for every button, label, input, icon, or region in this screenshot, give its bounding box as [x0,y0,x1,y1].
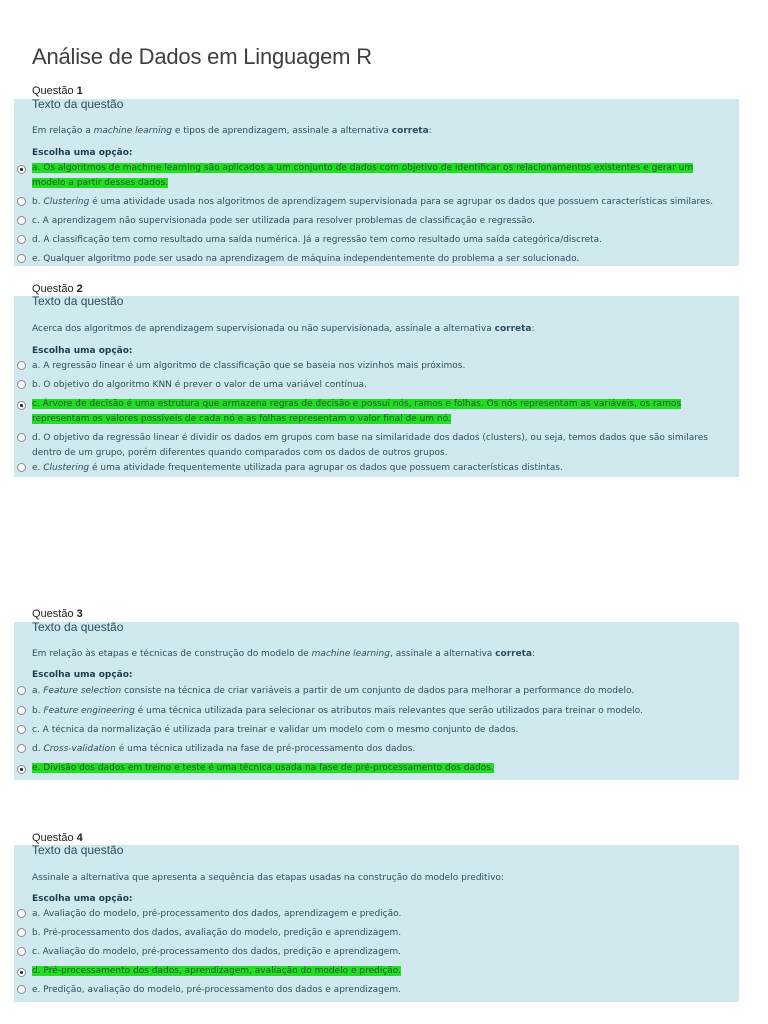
text-segment: b. [32,197,44,207]
text-segment: d. A classificação tem como resultado uma saída numérica. Já a regressão tem como resultado uma saída categórica/discreta. [32,235,603,245]
question-prompt [32,323,535,335]
question-word: Questão [32,85,77,97]
text-segment: e. Divisão dos dados em treino e teste é uma técnica usada na fase de pré-processamento dos dados. [32,763,494,773]
answer-option-text [32,684,729,699]
text-segment: d. Pré-processamento dos dados, aprendizagem, avaliação do modelo e predição. [32,966,401,976]
text-segment: b. Pré-processamento dos dados, avaliação do modelo, predição e aprendizagem. [32,928,402,938]
question-text-heading: Texto da questão [32,620,124,634]
text-segment: consiste na técnica de criar variáveis a partir de um conjunto de dados para melhorar a performance do modelo. [121,686,635,696]
question-text-heading: Texto da questão [32,97,124,111]
text-segment: e tipos de aprendizagem, assinale a alternativa [172,126,392,136]
italic-term: machine learning [93,126,172,136]
italic-term: Feature engineering [43,706,135,716]
choose-one-label: Escolha uma opção: [32,148,133,158]
radio-button[interactable] [17,985,26,994]
bold-term: correta [494,324,532,334]
answer-option-text [32,161,729,191]
text-segment: é uma atividade frequentemente utilizada para agrupar os dados que possuem características distintas. [89,463,563,473]
radio-button[interactable] [17,744,26,753]
question-number: 1 [76,85,83,97]
radio-button[interactable] [17,909,26,918]
question-panel [14,845,739,1002]
radio-button[interactable] [17,254,26,263]
answer-option-text [32,397,729,427]
question-number: 4 [76,832,83,844]
text-segment: c. A técnica da normalização é utilizada para treinar e validar um modelo com o mesmo conjunto de dados. [32,725,519,735]
radio-button[interactable] [17,725,26,734]
answer-option-text [32,252,729,267]
bold-term: correta [495,649,533,659]
selected-answer-highlight [32,163,693,188]
italic-term: Clustering [43,197,90,207]
italic-term: machine learning [311,649,390,659]
answer-option-text [32,761,729,776]
text-segment: , assinale a alternativa [389,649,496,659]
question-prompt [32,872,504,884]
answer-option-text [32,378,729,393]
bold-term: correta [391,126,429,136]
answer-option-text [32,945,729,960]
text-segment: Em relação às etapas e técnicas de construção do modelo de [32,649,312,659]
radio-button[interactable] [17,197,26,206]
radio-button[interactable] [17,765,26,774]
radio-button[interactable] [17,433,26,442]
text-segment: e. Qualquer algoritmo pode ser usado na aprendizagem de máquina independentemente do problema a ser solucionado. [32,254,580,264]
answer-option-text [32,704,729,719]
text-segment: b. [32,706,44,716]
text-segment: : [428,126,432,136]
radio-button[interactable] [17,706,26,715]
question-word: Questão [32,608,77,620]
text-segment: a. Avaliação do modelo, pré-processamento dos dados, aprendizagem e predição. [32,909,402,919]
question-text-heading: Texto da questão [32,843,124,857]
text-segment: e. Predição, avaliação do modelo, pré-processamento dos dados e aprendizagem. [32,985,401,995]
radio-button[interactable] [17,928,26,937]
radio-button[interactable] [17,463,26,472]
answer-option-text [32,926,729,941]
text-segment: é uma técnica utilizada para selecionar os atributos mais relevantes que serão utilizados para treinar o modelo. [134,706,643,716]
answer-option-text [32,359,729,374]
answer-option-text [32,723,729,738]
radio-button[interactable] [17,380,26,389]
text-segment: : [532,649,536,659]
radio-button[interactable] [17,947,26,956]
selected-answer-highlight [32,399,681,424]
radio-button[interactable] [17,401,26,410]
text-segment: : [531,324,535,334]
text-segment: d. O objetivo da regressão linear é dividir os dados em grupos com base na similaridade dos dados (clusters), ou seja, temos dados que são similares dentro de um grupo, porém diferentes quando comparados com os dados de outros grupos. [32,433,708,458]
selected-answer-highlight [32,763,494,773]
text-segment: Em relação a [32,126,94,136]
answer-option-text [32,983,729,998]
answer-option-text [32,431,729,461]
question-prompt [32,125,432,137]
text-segment: c. Avaliação do modelo, pré-processamento dos dados, predição e aprendizagem. [32,947,401,957]
radio-button[interactable] [17,968,26,977]
answer-option-text [32,964,729,979]
radio-button[interactable] [17,165,26,174]
italic-term: Cross-validation [43,744,116,754]
text-segment: Assinale a alternativa que apresenta a sequência das etapas usadas na construção do modelo preditivo: [32,873,504,883]
text-segment: a. [32,686,44,696]
answer-option-text [32,907,729,922]
page-title: Análise de Dados em Linguagem R [32,44,372,69]
question-number: 3 [76,608,83,620]
question-number: 2 [76,283,83,295]
question-word: Questão [32,283,77,295]
radio-button[interactable] [17,361,26,370]
choose-one-label: Escolha uma opção: [32,894,133,904]
text-segment: c. Árvore de decisão é uma estrutura que armazena regras de decisão e possui nós, ramos e folhas. Os nós representam as variáveis, os ramos representam os valores possíveis de cada nó e as folhas representam o valor final de um nó. [32,399,682,424]
radio-button[interactable] [17,216,26,225]
question-prompt [32,648,535,660]
text-segment: a. A regressão linear é um algoritmo de classificação que se baseia nos vizinhos mais próximos. [32,361,466,371]
question-word: Questão [32,832,77,844]
question-text-heading: Texto da questão [32,294,124,308]
text-segment: c. A aprendizagem não supervisionada pode ser utilizada para resolver problemas de classificação e regressão. [32,216,535,226]
text-segment: é uma atividade usada nos algoritmos de aprendizagem supervisionada para se agrupar os dados que possuem características similares. [89,197,714,207]
text-segment: a. Os algoritmos de machine learning são aplicados a um conjunto de dados com objetivo de identificar os relacionamentos existentes e gerar um modelo a partir desses dados. [32,163,694,188]
radio-button[interactable] [17,686,26,695]
text-segment: b. O objetivo do algoritmo KNN é prever o valor de uma variável contínua. [32,380,367,390]
text-segment: d. [32,744,44,754]
question-number-label [32,607,83,621]
choose-one-label: Escolha uma opção: [32,346,133,356]
text-segment: Acerca dos algoritmos de aprendizagem supervisionada ou não supervisionada, assinale a alternativa [32,324,495,334]
question-panel [14,99,739,266]
answer-option-text [32,233,729,248]
answer-option-text [32,214,729,229]
text-segment: é uma técnica utilizada na fase de pré-processamento dos dados. [115,744,416,754]
answer-option-text [32,742,729,757]
answer-option-text [32,195,729,210]
text-segment: e. [32,463,44,473]
italic-term: Feature selection [43,686,122,696]
italic-term: Clustering [43,463,90,473]
answer-option-text [32,461,729,476]
choose-one-label: Escolha uma opção: [32,670,133,680]
selected-answer-highlight [32,966,401,976]
question-panel [14,622,739,780]
question-number-label [32,84,83,98]
radio-button[interactable] [17,235,26,244]
question-panel [14,296,739,477]
